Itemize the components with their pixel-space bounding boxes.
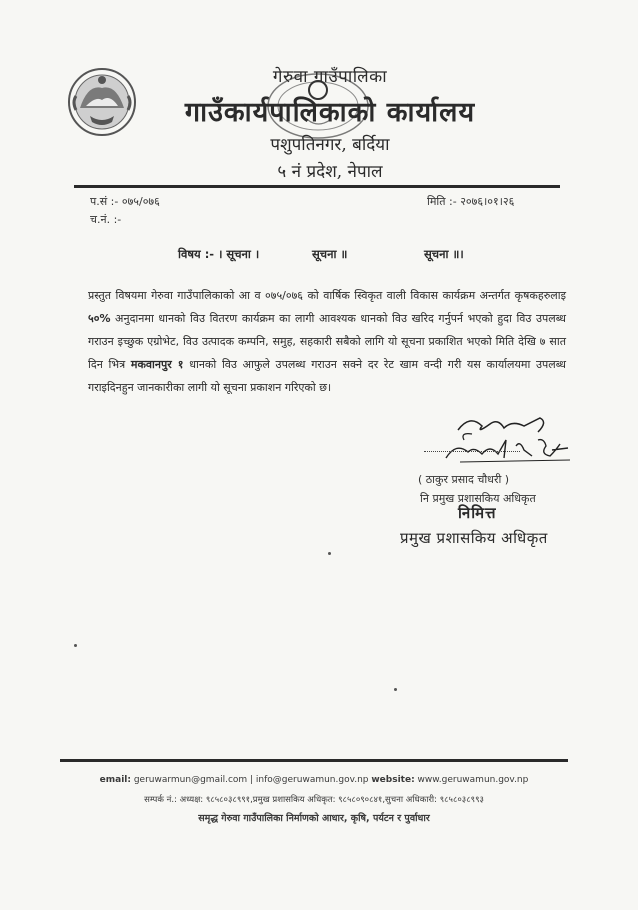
website-value: www.geruwamun.gov.np [414,775,529,785]
office-name: गाउँकार्यपालिकाको कार्यालय [184,97,476,128]
website-label: website: [371,775,415,785]
province-line: ५ नं प्रदेश, नेपाल [277,162,383,182]
scan-speck [394,688,397,691]
handwritten-signature [420,410,580,466]
scan-speck [74,644,77,647]
body-part-3: धानको विउ आफुले उपलब्ध गराउन सक्ने दर रेट खाम वन्दी गरी यस कार्यालयमा उपलब्ध गराइदिनहुन जानकारीका लागी यो सूचना प्रकाशन गरिएको छ। [88,358,566,394]
notice-body [88,284,566,399]
reference-number: प.सं :- ०७५/०७६ [90,195,160,208]
letter-date: मिति :- २०७६।०१।२६ [427,195,515,208]
email-label: email: [99,775,131,785]
footer-email-line [60,775,568,785]
stamp-designation: प्रमुख प्रशासकिय अधिकृत [400,529,548,547]
signer-title: नि प्रमुख प्रशासकिय अधिकृत [420,492,536,505]
subject-notice-3: सूचना ॥। [424,247,464,261]
body-part-1: प्रस्तुत विषयमा गेरुवा गाउँपालिकाको आ व ०७५/०७६ को वार्षिक स्विकृत वाली विकास कार्यक्रम अन्तर्गत कृषकहरुलाइ [88,289,566,302]
stamp-nimitta: निमित्त [458,504,497,522]
office-address: पशुपतिनगर, बर्दिया [270,135,390,155]
body-percent: ५०% [88,312,111,325]
subject-label: विषय :- । सूचना । [178,247,260,261]
footer-contact-line: सम्पर्क नं.: अध्यक्ष: ९८५८०३८९९१,प्रमुख प्रशासकिय अधिकृत: ९८५८०९०८४१,सुचना अधिकारी: ९८५८०३८९९३ [144,795,484,805]
email-values: geruwarmun@gmail.com | info@geruwamun.gov.np [130,775,372,785]
signature-line [424,450,520,452]
dispatch-number: च.नं. :- [90,213,122,226]
nepal-emblem-icon [66,66,138,138]
scan-speck [328,552,331,555]
local-body-name: गेरुवा गाउँपालिका [272,67,388,87]
footer-divider [60,759,568,762]
body-part-2: अनुदानमा धानको विउ वितरण कार्यक्रम का लागी आवश्यक धानको विउ खरिद गर्नुपर्न भएको हुदा विउ उपलब्ध गराउन इच्छुक एग्रोभेट, विउ उत्पादक कम्पनि, समुह, सहकारी सबैको लागि यो सूचना प्रकाशित भएको मिति देखि ७ सात दिन भित्र [88,312,566,371]
subject-notice-2: सूचना ॥ [312,247,348,261]
footer-slogan: समृद्ध गेरुवा गाउँपालिका निर्माणको आधार, कृषि, पर्यटन र पुर्वाधार [198,813,430,824]
header-divider [74,185,560,188]
body-highlight: मकवानपुर १ [130,358,184,371]
signer-name: ( ठाकुर प्रसाद चौधरी ) [418,473,510,486]
